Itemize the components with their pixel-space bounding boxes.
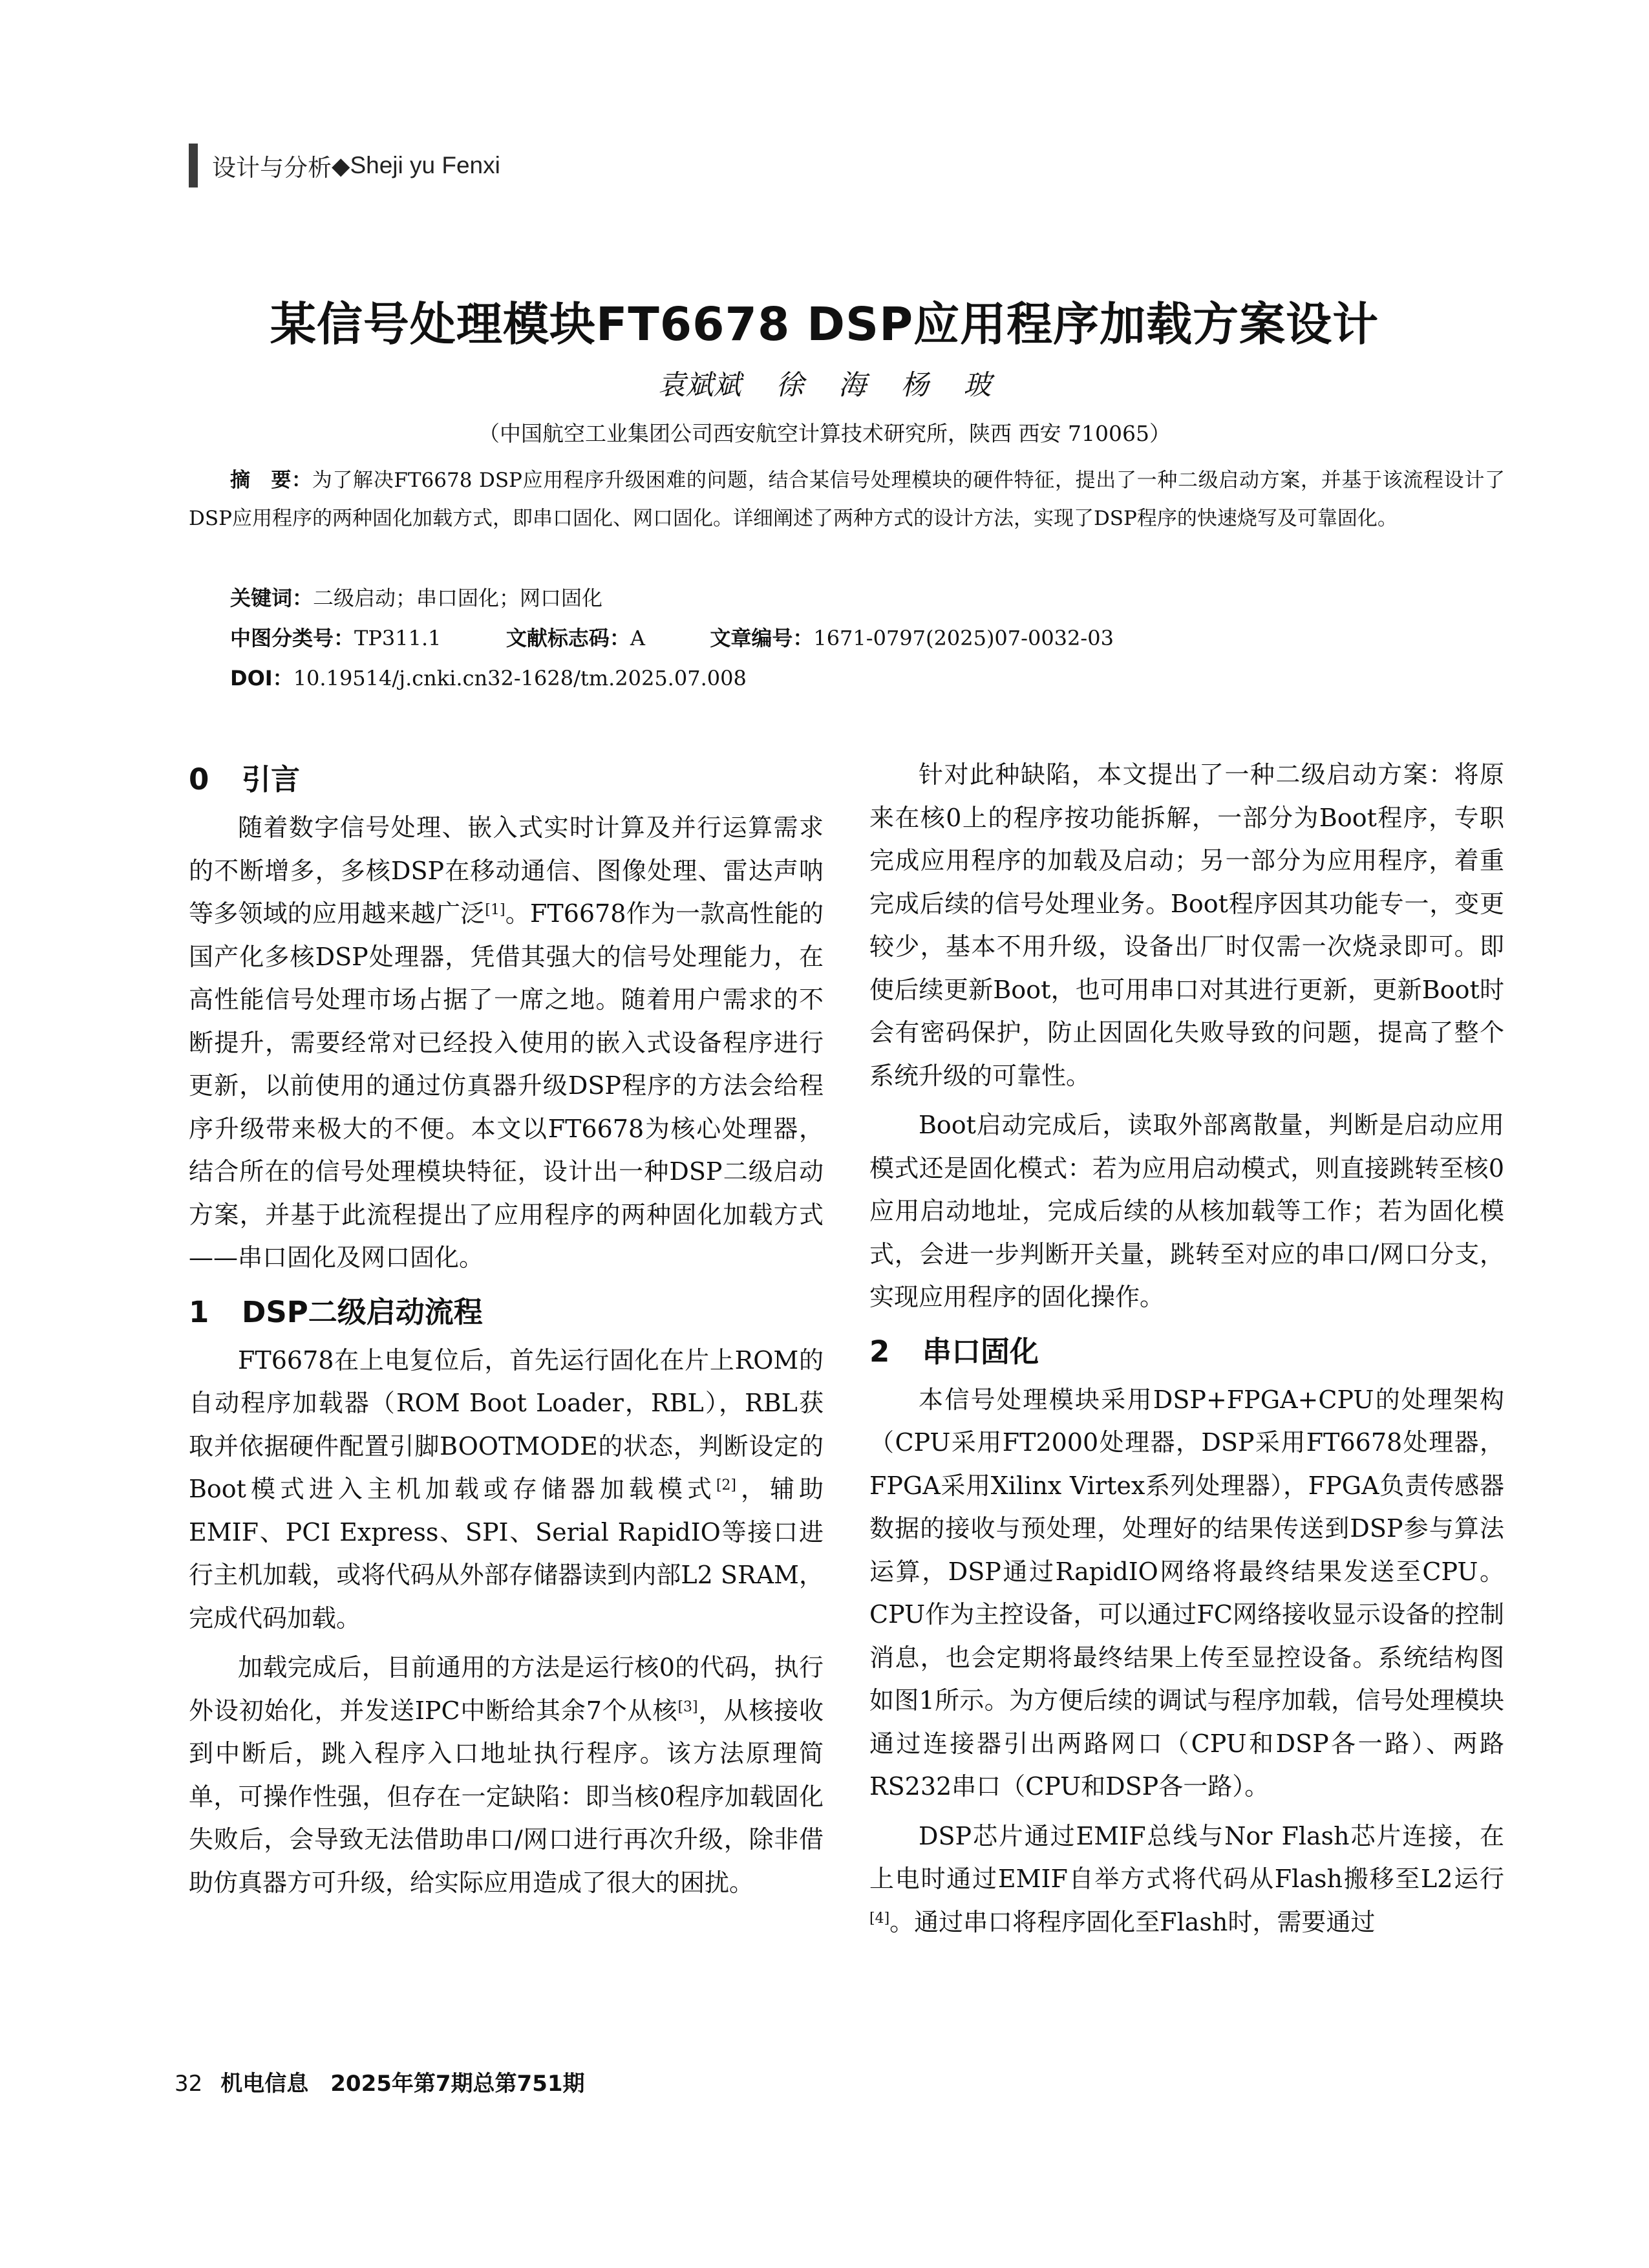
paragraph-text: FT6678在上电复位后，首先运行固化在片上ROM的自动程序加载器（ROM Boot Loader，RBL），RBL获取并依据硬件配置引脚BOOTMODE的状态，判断设定的Boot模式进入主机加载或存储器加载模式 xyxy=(189,1345,824,1503)
clc-value: TP311.1 xyxy=(354,626,442,650)
citation-ref: [1] xyxy=(485,902,505,918)
body-paragraph: Boot启动完成后，读取外部离散量，判断是启动应用模式还是固化模式：若为应用启动模式，则直接跳转至核0应用启动地址，完成后续的从核加载等工作；若为固化模式，会进一步判断开关量，跳转至对应的串口/网口分支，实现应用程序的固化操作。 xyxy=(869,1111,1504,1311)
section-number: 0 xyxy=(189,762,209,797)
body-paragraph xyxy=(189,1339,824,1640)
section-title: 串口固化 xyxy=(922,1334,1039,1369)
articleno-value: 1671-0797(2025)07-0032-03 xyxy=(813,626,1114,650)
article-affiliation: （中国航空工业集团公司西安航空计算技术研究所，陕西 西安 710065） xyxy=(478,421,1171,446)
page-number: 32 xyxy=(175,2071,203,2097)
right-column xyxy=(869,753,1504,1950)
doccode-label: 文献标志码： xyxy=(505,626,630,650)
section-number: 2 xyxy=(869,1334,890,1369)
classification-line xyxy=(230,622,1114,652)
header-diamond: ◆ xyxy=(332,151,350,180)
abstract-label: 摘 要： xyxy=(230,469,312,492)
keywords-text: 二级启动；串口固化；网口固化 xyxy=(313,586,603,610)
paragraph-text: ，从核接收到中断后，跳入程序入口地址执行程序。该方法原理简单，可操作性强，但存在一定缺陷：即当核0程序加载固化失败后，会导致无法借助串口/网口进行再次升级，除非借助仿真器方可升级，给实际应用造成了很大的困扰。 xyxy=(189,1696,824,1897)
citation-ref: [2] xyxy=(716,1477,737,1493)
doccode-value: A xyxy=(630,626,645,650)
running-header xyxy=(189,144,500,187)
keywords-label: 关键词： xyxy=(230,586,314,610)
citation-ref: [4] xyxy=(869,1910,890,1927)
body-paragraph xyxy=(189,806,824,1279)
page-footer xyxy=(175,2066,585,2097)
body-paragraph: 针对此种缺陷，本文提出了一种二级启动方案：将原来在核0上的程序按功能拆解，一部分为Boot程序，专职完成应用程序的加载及启动；另一部分为应用程序，着重完成后续的信号处理业务。Boot程序因其功能专一，变更较少，基本不用升级，设备出厂时仅需一次烧录即可。即使后续更新Boot，也可用串口对其进行更新，更新Boot时会有密码保护，防止因固化失败导致的问题，提高了整个系统升级的可靠性。 xyxy=(869,760,1504,1090)
body-paragraph: 本信号处理模块采用DSP+FPGA+CPU的处理架构（CPU采用FT2000处理器，DSP采用FT6678处理器，FPGA采用Xilinx Virtex系列处理器），FPGA负责传感器数据的接收与预处理，处理好的结果传送到DSP参与算法运算，DSP通过RapidIO网络将最终结果发送至CPU。CPU作为主控设备，可以通过FC网络接收显示设备的控制消息，也会定期将最终结果上传至显控设备。系统结构图如图1所示。为方便后续的调试与程序加载，信号处理模块通过连接器引出两路网口（CPU和DSP各一路）、两路RS232串口（CPU和DSP各一路）。 xyxy=(869,1385,1504,1801)
keywords-line xyxy=(230,582,602,612)
paragraph-text: 。FT6678作为一款高性能的国产化多核DSP处理器，凭借其强大的信号处理能力，在高性能信号处理市场占据了一席之地。随着用户需求的不断提升，需要经常对已经投入使用的嵌入式设备程序进行更新，以前使用的通过仿真器升级DSP程序的方法会给程序升级带来极大的不便。本文以FT6678为核心处理器，结合所在的信号处理模块特征，设计出一种DSP二级启动方案，并基于此流程提出了应用程序的两种固化加载方式——串口固化及网口固化。 xyxy=(189,899,824,1272)
paragraph-text: ，辅助EMIF、PCI Express、SPI、Serial RapidIO等接口进行主机加载，或将代码从外部存储器读到内部L2 SRAM，完成代码加载。 xyxy=(189,1475,824,1632)
body-paragraph xyxy=(189,1646,824,1904)
journal-issue: 机电信息 2025年第7期总第751期 xyxy=(220,2071,585,2097)
header-bar xyxy=(189,144,198,187)
body-paragraph xyxy=(869,1815,1504,1944)
left-column xyxy=(189,753,824,1910)
abstract-text: 为了解决FT6678 DSP应用程序升级困难的问题，结合某信号处理模块的硬件特征，提出了一种二级启动方案，并基于该流程设计了DSP应用程序的两种固化加载方式，即串口固化、网口固化。详细阐述了两种方式的设计方法，实现了DSP程序的快速烧写及可靠固化。 xyxy=(189,469,1505,530)
clc-label: 中图分类号： xyxy=(230,626,355,650)
section-heading-boot-flow xyxy=(189,1286,824,1339)
section-title: DSP二级启动流程 xyxy=(242,1294,483,1329)
doi-line xyxy=(230,662,747,692)
paragraph-text: 加载完成后，目前通用的方法是运行核0的代码，执行外设初始化，并发送IPC中断给其余7个从核 xyxy=(189,1653,824,1725)
header-section-en: Sheji yu Fenxi xyxy=(350,152,500,178)
article-title: 某信号处理模块FT6678 DSP应用程序加载方案设计 xyxy=(270,297,1379,351)
citation-ref: [3] xyxy=(677,1698,698,1715)
abstract-paragraph xyxy=(189,462,1505,538)
doi-value: 10.19514/j.cnki.cn32-1628/tm.2025.07.008 xyxy=(293,666,747,690)
section-heading-introduction xyxy=(189,753,824,806)
section-title: 引言 xyxy=(242,762,301,797)
paragraph-text: 。通过串口将程序固化至Flash时，需要通过 xyxy=(889,1907,1376,1936)
doi-label: DOI： xyxy=(230,666,293,690)
articleno-label: 文章编号： xyxy=(710,626,814,650)
section-number: 1 xyxy=(189,1294,209,1329)
paragraph-text: DSP芯片通过EMIF总线与Nor Flash芯片连接，在上电时通过EMIF自举方式将代码从Flash搬移至L2运行 xyxy=(869,1821,1504,1893)
section-heading-serial-solidify xyxy=(869,1325,1504,1378)
paragraph-text: 随着数字信号处理、嵌入式实时计算及并行运算需求的不断增多，多核DSP在移动通信、图像处理、雷达声呐等多领域的应用越来越广泛 xyxy=(189,813,824,928)
abstract xyxy=(189,462,1505,538)
header-section-cn: 设计与分析 xyxy=(212,154,332,182)
article-authors: 袁斌斌 徐 海 杨 玻 xyxy=(657,369,992,401)
